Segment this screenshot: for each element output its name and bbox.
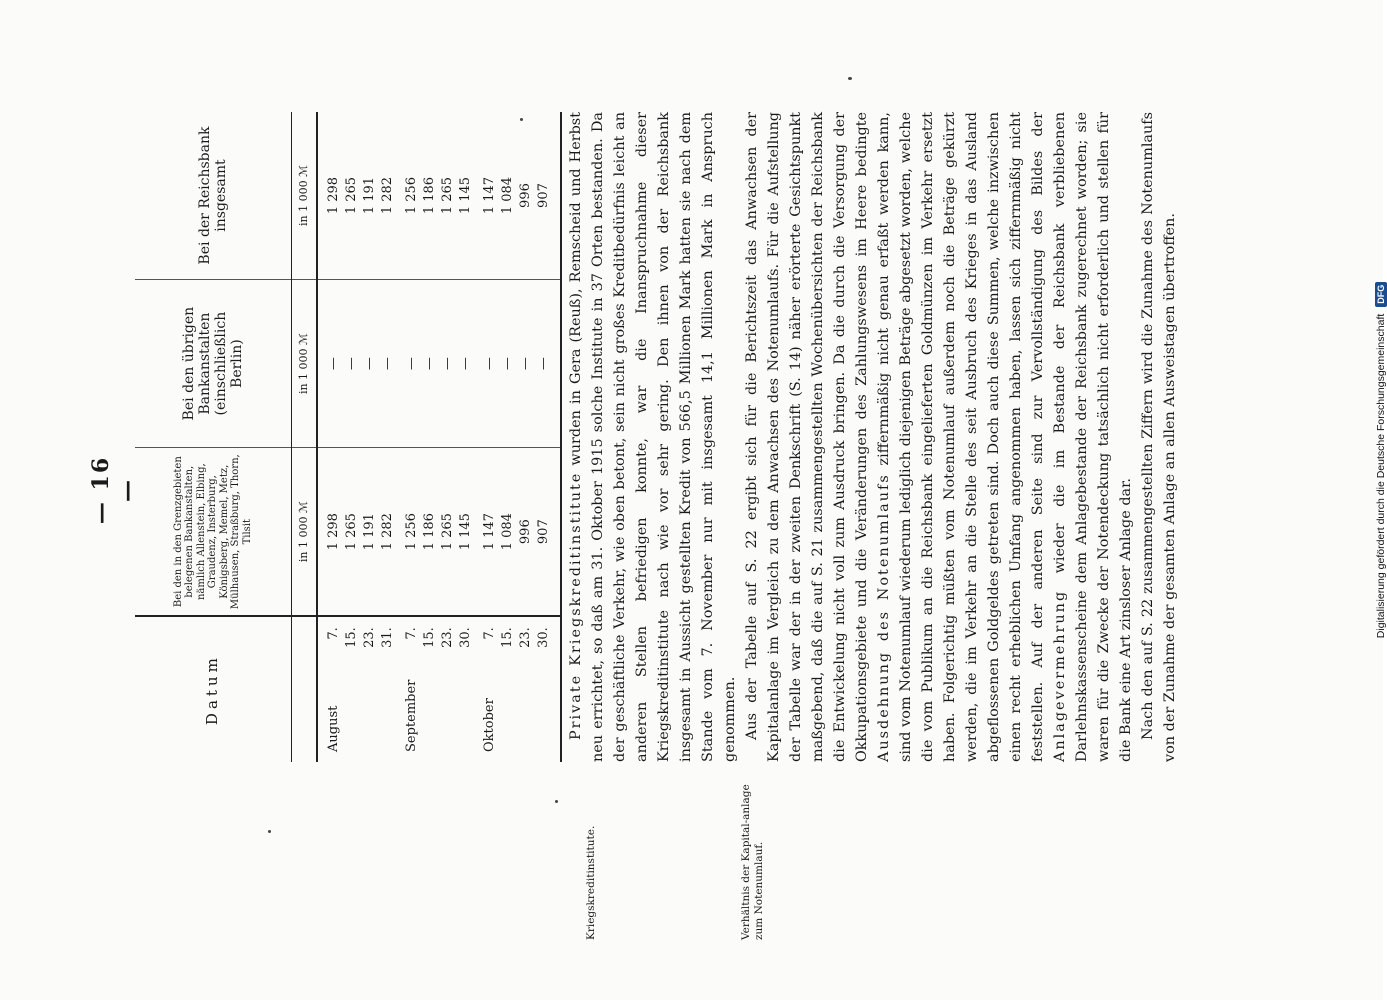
value-cell: 1 147 — [481, 176, 497, 215]
value-cell: 1 186 — [420, 448, 438, 617]
header-grenzgebiete: Bei den in den Grenzgebieten belegenen Bankanstalten, nämlich Allenstein, Elbing, Graudenz, Insterburg, Königsberg, Memel, Metz, Mülhausen, Straßburg, Thorn, Tilsit — [135, 448, 292, 617]
day-cell: 23. — [516, 616, 534, 667]
value-cell: — — [516, 280, 534, 448]
table-row — [324, 112, 342, 762]
dfg-logo-icon: DFG — [1375, 282, 1387, 307]
value-cell: — — [480, 280, 498, 448]
paragraph-kriegskredit — [565, 112, 741, 762]
value-cell: — — [342, 280, 360, 448]
month-cell — [516, 667, 534, 762]
month-cell — [378, 667, 396, 762]
value-cell: 1 256 — [402, 448, 420, 617]
month-cell — [534, 667, 561, 762]
paragraph-kapitalanlage — [741, 112, 1137, 762]
paragraph-text: wieder die im Bestande der Reichsbank verbliebenen Darlehnskassenscheine dem Anlagebestande der Reichsbank zugerechnet worden; sie waren für die Zwecke der Notendeckung tatsächlich nicht erforderlich und stellen für die Bank eine Art zinsloser Anlage dar. — [1052, 112, 1134, 762]
body-text — [565, 112, 1181, 762]
spaced-emphasis-text: Ausdehnung des Notenumlaufs — [876, 473, 892, 762]
month-cell — [360, 667, 378, 762]
month-cell — [438, 667, 456, 762]
unit-label: in 1 000 ℳ — [292, 112, 318, 280]
paragraph-text: Aus der Tabelle auf S. 22 ergibt sich für die Berichtszeit das Anwachsen der Kapitalanlage im Vergleich zu dem Anwachsen des Notenumlaufs. Für die Aufstellung der Tabelle war der in der zweiten Denkschrift (S. 14) näher erörterte Gesichtspunkt maßgebend, daß die auf S. 21 zusammengestellten Wochenübersichten der Reichsbank die Entwickelung nicht voll zum Ausdruck bringen. Da die durch die Versorgung der Okkupationsgebiete und die Veränderungen des Zahlungswesens im Heere bedingte — [744, 112, 870, 762]
day-cell: 7. — [324, 616, 342, 667]
value-cell: 907 — [535, 183, 551, 208]
month-cell: September — [403, 679, 419, 752]
value-cell: — — [534, 280, 561, 448]
unit-label: in 1 000 ℳ — [292, 448, 318, 617]
table-row — [402, 112, 420, 762]
spaced-emphasis-text: Anlagevermehrung — [1052, 589, 1068, 762]
paragraph-text: wurden in Gera (Reuß), Remscheid und Herbst neu errichtet, so daß am 31. Oktober 1915 solche Institute in 37 Orten bestanden. Da der geschäftliche Verkehr, wie oben betont, sein nicht großes Kreditbedürfnis leicht an anderen Stellen befriedigen konnte, war die Inanspruchnahme dieser Kriegskreditinstitute nach wie vor sehr gering. Den ihnen von der Reichsbank insgesamt in Aussicht gestellten Kredit von 566,5 Millionen Mark hatten sie nach dem Stande vom 7. November nur mit insgesamt 14,1 Millionen Mark in Anspruch genommen. — [568, 112, 738, 762]
day-cell: 15. — [420, 616, 438, 667]
dfg-footer — [1375, 20, 1387, 900]
value-cell: 996 — [517, 183, 533, 208]
value-cell: 1 191 — [360, 448, 378, 617]
unit-label: in 1 000 ℳ — [292, 280, 318, 448]
margin-note-kriegskredit: Kriegskreditinstitute. — [585, 825, 597, 940]
day-cell: 30. — [456, 616, 474, 667]
page-number: — 16 — — [88, 455, 140, 525]
value-cell: 1 298 — [325, 176, 341, 215]
table-row — [456, 112, 474, 762]
value-cell: — — [360, 280, 378, 448]
value-cell: 1 145 — [456, 448, 474, 617]
header-unit-blank — [292, 616, 318, 762]
value-cell: 1 084 — [499, 176, 515, 215]
header-uebrige-bankanstalten: Bei den übrigen Bankanstalten (einschließlich Berlin) — [135, 280, 292, 448]
value-cell: — — [438, 280, 456, 448]
day-cell: 23. — [360, 616, 378, 667]
day-cell: 31. — [378, 616, 396, 667]
month-cell: August — [325, 705, 341, 752]
day-cell: 7. — [402, 616, 420, 667]
day-cell: 7. — [480, 616, 498, 667]
paragraph-notenumlauf: Nach den auf S. 22 zusammengestellten Ziffern wird die Zunahme des Notenumlaufs von der Zunahme der gesamten Anlage an allen Ausweistagen übertroffen. — [1140, 112, 1178, 762]
banknote-table — [135, 112, 562, 762]
value-cell: 1 265 — [343, 176, 359, 215]
table-row — [498, 112, 516, 762]
day-cell: 15. — [498, 616, 516, 667]
value-cell: — — [324, 280, 342, 448]
value-cell: 1 265 — [342, 448, 360, 617]
month-cell: Oktober — [481, 698, 497, 752]
day-cell: 23. — [438, 616, 456, 667]
value-cell: — — [420, 280, 438, 448]
footer-text: Digitalisierung gefördert durch die Deutsche Forschungsgemeinschaft — [1375, 313, 1387, 639]
table-row — [342, 112, 360, 762]
margin-note-verhaeltnis: Verhältnis der Kapital-anlage zum Notenumlauf. — [740, 784, 765, 940]
header-reichsbank-insgesamt: Bei der Reichsbank insgesamt — [135, 112, 292, 280]
day-cell: 30. — [534, 616, 561, 667]
month-cell — [420, 667, 438, 762]
paragraph-text: ziffernmäßig nicht genau erfaßt werden kann, sind vom Notenumlauf wiederum lediglich diejenigen Beträge abgesetzt worden, welche die vom Publikum an die Reichsbank eingelieferten Goldmünzen im Verkehr ersetzt haben. Folgerichtig müßten vom Notenumlauf außerdem noch die Beträge gekürzt werden, die im Verkehr an die Stelle des seit Ausbruch des Krieges in das Ausland abgeflossenen Goldgeldes getreten sind. Doch auch diese Summen, welche inzwischen einen recht erheblichen Umfang angenommen haben, lassen sich ziffernmäßig nicht feststellen. Auf der anderen Seite sind zur Vervollständigung des Bildes der — [876, 112, 1046, 762]
value-cell: — — [378, 280, 396, 448]
value-cell: — — [498, 280, 516, 448]
table-row — [420, 112, 438, 762]
table-row — [378, 112, 396, 762]
value-cell: 1 084 — [498, 448, 516, 617]
value-cell: — — [456, 280, 474, 448]
value-cell: 1 265 — [439, 176, 455, 215]
table-row — [438, 112, 456, 762]
value-cell: 1 145 — [457, 176, 473, 215]
month-cell — [456, 667, 474, 762]
table-row — [360, 112, 378, 762]
value-cell: 907 — [534, 448, 561, 617]
value-cell: 1 147 — [480, 448, 498, 617]
table-row — [480, 112, 498, 762]
value-cell: 1 256 — [403, 176, 419, 215]
header-datum: Datum — [135, 616, 292, 762]
value-cell: — — [402, 280, 420, 448]
spaced-lead-text: Private Kriegskreditinstitute — [568, 471, 584, 740]
day-cell: 15. — [342, 616, 360, 667]
value-cell: 1 282 — [379, 176, 395, 215]
value-cell: 1 282 — [378, 448, 396, 617]
table-row — [534, 112, 561, 762]
table-row — [516, 112, 534, 762]
value-cell: 1 265 — [438, 448, 456, 617]
value-cell: 1 186 — [421, 176, 437, 215]
value-cell: 1 298 — [324, 448, 342, 617]
month-cell — [498, 667, 516, 762]
month-cell — [342, 667, 360, 762]
value-cell: 1 191 — [361, 176, 377, 215]
value-cell: 996 — [516, 448, 534, 617]
